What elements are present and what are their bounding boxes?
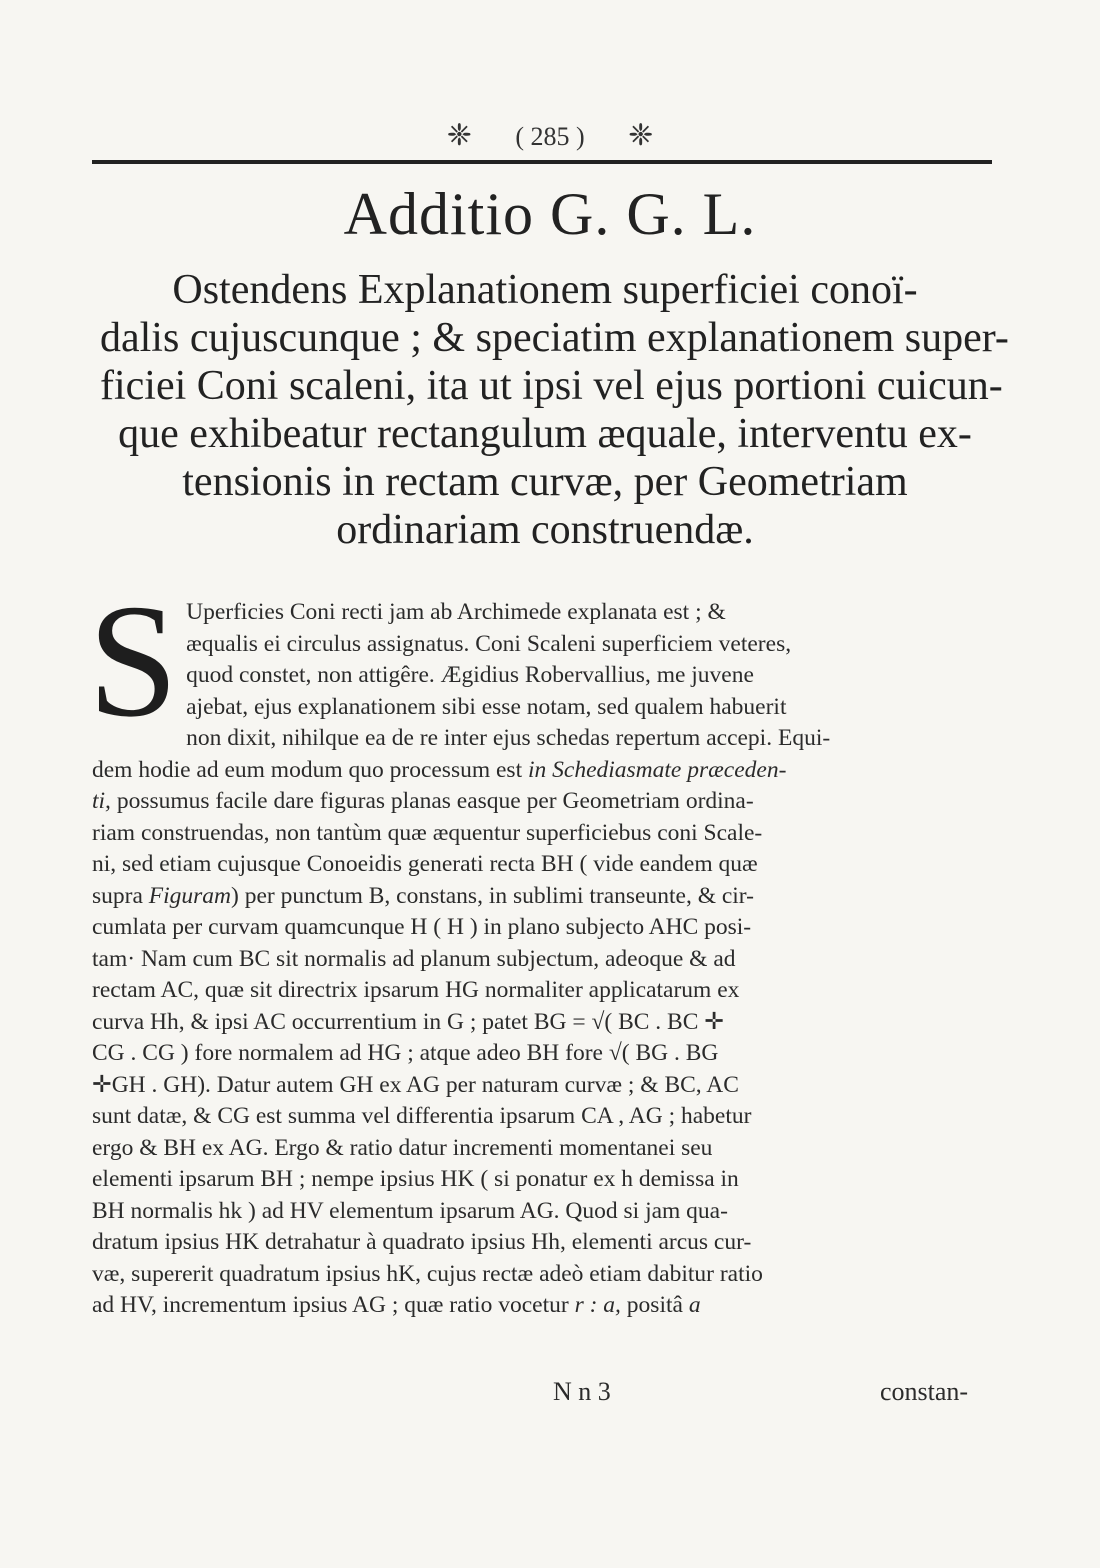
text-segment: supra xyxy=(92,882,143,909)
italic-formula: a xyxy=(688,1292,701,1318)
text-line: BH normalis hk ) ad HV elementum ipsarum AG. Quod si jam qua- xyxy=(92,1197,728,1224)
header-rule xyxy=(92,160,992,164)
text-segment: dem hodie ad eum modum quo processum est xyxy=(92,756,523,783)
subtitle-line: ficiei Coni scaleni, ita ut ipsi vel ejus portioni cuicun- xyxy=(100,363,1003,409)
subtitle-line: Ostendens Explanationem superficiei conoï- xyxy=(172,267,918,313)
text-line: quod constet, non attigêre. Ægidius Robervallius, me juvene xyxy=(186,662,754,688)
text-line: curva Hh, & ipsi AC occurrentium in G ; patet BG = √( BC . BC ✛ xyxy=(92,1008,724,1035)
subtitle-line: que exhibeatur rectangulum æquale, interventu ex- xyxy=(118,411,972,457)
subtitle-line: tensionis in rectam curvæ, per Geometriam xyxy=(182,459,908,505)
subtitle-line: dalis cujuscunque ; & speciatim explanationem super- xyxy=(100,315,1009,361)
italic-formula: r : a, xyxy=(574,1292,621,1318)
italic-reference: Figuram xyxy=(148,882,232,909)
text-line: rectam AC, quæ sit directrix ipsarum HG normaliter applicatarum ex xyxy=(92,977,740,1003)
text-line: æqualis ei circulus assignatus. Coni Scaleni superficiem veteres, xyxy=(186,630,792,657)
catchword: constan- xyxy=(880,1377,969,1406)
text-line: dratum ipsius HK detrahatur à quadrato ipsius Hh, elementi arcus cur- xyxy=(92,1229,752,1255)
italic-reference: ti, xyxy=(92,788,111,814)
text-line xyxy=(92,755,992,787)
italic-reference: in Schediasmate præceden- xyxy=(527,756,787,783)
text-line xyxy=(92,1290,992,1322)
text-line: ni, sed etiam cujusque Conoeidis generati recta BH ( vide eandem quæ xyxy=(92,851,758,877)
text-line: tam· Nam cum BC sit normalis ad planum subjectum, adeoque & ad xyxy=(92,945,736,972)
text-line: cumlata per curvam quamcunque H ( H ) in plano subjecto AHC posi- xyxy=(92,914,752,940)
text-segment: ) per punctum B, constans, in sublimi transeunte, & cir- xyxy=(231,882,754,909)
text-line: non dixit, nihilque ea de re inter ejus schedas repertum accepi. Equi- xyxy=(186,725,831,751)
text-line: riam construendas, non tantùm quæ æquentur superficiebus coni Scale- xyxy=(92,819,763,846)
text-line xyxy=(92,786,992,818)
text-line: elementi ipsarum BH ; nempe ipsius HK ( si ponatur ex h demissa in xyxy=(92,1166,739,1192)
text-line: ajebat, ejus explanationem sibi esse notam, sed qualem habuerit xyxy=(186,693,787,720)
subtitle-block xyxy=(100,266,1009,554)
body-paragraph xyxy=(88,572,992,1322)
text-segment: possumus facile dare figuras planas easque per Geometriam ordina- xyxy=(110,788,754,814)
fleuron-left-icon: ❈ xyxy=(446,119,472,152)
text-line: Uperficies Coni recti jam ab Archimede explanata est ; & xyxy=(186,599,726,625)
fleuron-right-icon: ❈ xyxy=(628,119,654,152)
page-title: Additio G. G. L. xyxy=(343,181,757,247)
drop-cap: S xyxy=(88,572,179,751)
text-line: CG . CG ) fore normalem ad HG ; atque adeo BH fore √( BG . BG xyxy=(92,1040,719,1066)
page-header xyxy=(0,118,1100,153)
signature-mark: N n 3 xyxy=(553,1377,611,1406)
page-number: ( 285 ) xyxy=(515,122,585,151)
text-segment: ad HV, incrementum ipsius AG ; quæ ratio vocetur xyxy=(92,1292,569,1318)
text-line xyxy=(92,881,992,913)
text-line: ✛GH . GH). Datur autem GH ex AG per naturam curvæ ; & BC, AC xyxy=(92,1071,739,1098)
subtitle-line: ordinariam construendæ. xyxy=(336,507,754,553)
text-line: sunt datæ, & CG est summa vel differentia ipsarum CA , AG ; habetur xyxy=(92,1103,752,1129)
text-line: ergo & BH ex AG. Ergo & ratio datur incrementi momentanei seu xyxy=(92,1134,713,1161)
text-segment: positâ xyxy=(620,1292,683,1318)
text-line: væ, supererit quadratum ipsius hK, cujus rectæ adeò etiam dabitur ratio xyxy=(92,1260,763,1287)
